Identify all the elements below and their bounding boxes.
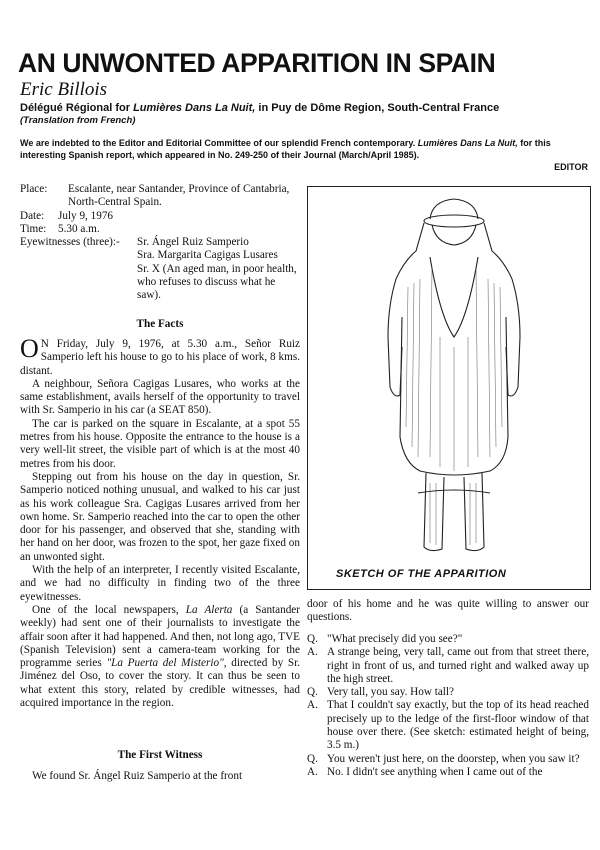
facts-paragraph-1: O N Friday, July 9, 1976, at 5.30 a.m., Señor Ruiz Samperio left his house to go to his place of work, 8 kms. distant. xyxy=(20,334,300,377)
editor-intro xyxy=(20,138,588,161)
facts-column xyxy=(20,334,300,710)
eyewitness-label: Eyewitnesses (three):- xyxy=(20,236,120,249)
neckline-shape xyxy=(430,257,478,337)
intro-text-1: We are indebted to the Editor and Editorial Committee of our splendid French contemporary. xyxy=(20,138,418,148)
intro-text-2: for this interesting Spanish report, which appeared in No. 249-250 of their Journal (March/April 1985). xyxy=(20,138,551,160)
interview-qa xyxy=(307,633,589,779)
section-heading-facts: The Facts xyxy=(136,318,184,330)
translation-note: (Translation from French) xyxy=(20,115,136,126)
left-shoulder-shape xyxy=(388,223,424,396)
hood-opening-shape xyxy=(432,225,476,245)
apparition-sketch xyxy=(308,187,590,589)
author-name: Eric Billois xyxy=(20,79,108,100)
qa-entry: A. No. I didn't see anything when I came out of the xyxy=(307,765,543,778)
qa-entry: Q. Very tall, you say. How tall? xyxy=(307,686,454,699)
right-shoulder-shape xyxy=(484,223,520,396)
first-witness-paragraph: We found Sr. Ángel Ruiz Samperio at the front xyxy=(32,770,243,782)
affiliation-suffix: in Puy de Dôme Region, South-Central France xyxy=(255,102,500,114)
date-label: Date: xyxy=(20,209,45,222)
author-affiliation xyxy=(20,101,590,115)
right-continuation xyxy=(307,598,589,625)
witness-1: Sr. Ángel Ruiz Samperio xyxy=(137,236,249,249)
time-row xyxy=(20,223,300,236)
editor-signature: EDITOR xyxy=(554,162,588,172)
date-value: July 9, 1976 xyxy=(58,209,114,222)
intro-journal: Lumières Dans La Nuit, xyxy=(417,138,518,148)
qa-entry: A. A strange being, very tall, came out from that street there, right in front of us, and turned right and walked away up the high street. xyxy=(307,646,589,685)
first-witness-column xyxy=(20,770,300,783)
time-label: Time: xyxy=(20,222,47,235)
witness-3: Sr. X (An aged man, in poor health, who refuses to discuss what he saw). xyxy=(137,262,297,302)
right-leg-shape xyxy=(464,473,484,551)
facts-paragraph-2: A neighbour, Señora Cagigas Lusares, who works at the same establishment, avails herself of the opportunity to travel with Sr. Samperio in his car (a SEAT 850). xyxy=(20,377,300,417)
sketch-figure xyxy=(307,186,591,590)
affiliation-prefix: Délégué Régional for xyxy=(20,102,134,114)
witness-2: Sra. Margarita Cagigas Lusares xyxy=(137,249,278,262)
drop-cap: O xyxy=(20,334,39,363)
qa-entry: Q. You weren't just here, on the doorstep, when you saw it? xyxy=(307,752,580,765)
robe-folds-shape xyxy=(430,267,478,471)
qa-entry: A. That I couldn't say exactly, but the top of its head reached precisely up to the ledge of the first-floor window of that house over there. (See sketch: estimated height of being, 3.5 m.) xyxy=(307,699,589,752)
affiliation-journal: Lumières Dans La Nuit, xyxy=(133,102,256,114)
section-heading-first-witness: The First Witness xyxy=(117,749,203,761)
facts-paragraph-3: The car is parked on the square in Escalante, at a spot 55 metres from his house. Opposite the entrance to the house is a very well-lit street, the visible part of which is at the most 40 metres from his door. xyxy=(20,417,300,470)
facts-paragraph-4: Stepping out from his house on the day in question, Sr. Samperio noticed nothing unusual, and walked to his car just as his work colleague Sra. Cagigas Lusares arrived from her own home. Sr. Samperio reached into the car to open the other door for his passenger, and observed that she, standing with her hand on her door, was frozen to the spot, her gaze fixed on an unwonted sight. xyxy=(20,470,300,563)
hat-brim-shape xyxy=(424,215,484,227)
leg-hatching-shape xyxy=(430,483,476,545)
eyewitness-row xyxy=(20,236,300,249)
facts-paragraph-6: One of the local newspapers, La Alerta (a Santander weekly) had sent one of their journalists to investigate the affair soon after it had happened. And then, not long ago, TVE (Spanish Television) sent a camera-team working for the programme series "La Puerta del Misterio", directed by Sr. Jiménez del Oso, to cover the story. It can thus be seen to what extent this story, related by credible witnesses, had acquired importance in the region. xyxy=(20,603,300,710)
witness-list xyxy=(137,249,300,302)
place-label: Place: xyxy=(20,183,48,195)
facts-paragraph-5: With the help of an interpreter, I recently visited Escalante, and we had no difficulty in finding two of the three eyewitnesses. xyxy=(20,564,300,603)
date-row xyxy=(20,210,300,223)
time-value: 5.30 a.m. xyxy=(58,222,100,235)
programme-name: "La Puerta del Misterio" xyxy=(106,657,224,670)
qa-entry: Q. "What precisely did you see?" xyxy=(307,633,463,645)
left-leg-shape xyxy=(424,473,444,551)
newspaper-name: La Alerta xyxy=(185,603,233,616)
continuation-paragraph: door of his home and he was quite willing to answer our questions. xyxy=(307,598,589,624)
article-title: AN UNWONTED APPARITION IN SPAIN xyxy=(18,48,496,78)
place-value: Escalante, near Santander, Province of Cantabria, North-Central Spain. xyxy=(68,183,290,209)
hem-line-shape xyxy=(418,490,490,493)
report-metadata xyxy=(20,183,300,303)
sketch-caption: SKETCH OF THE APPARITION xyxy=(336,568,507,580)
place-row xyxy=(20,183,300,210)
